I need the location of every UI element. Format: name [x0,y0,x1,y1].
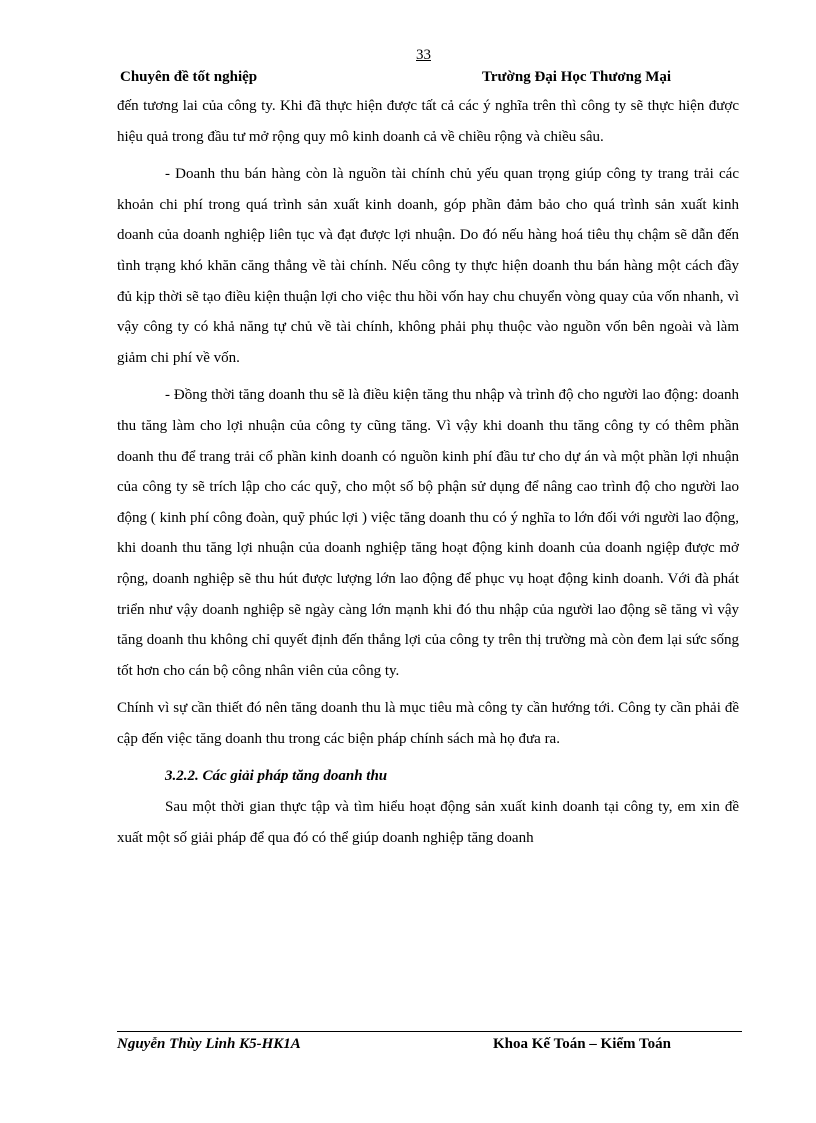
footer-department: Khoa Kế Toán – Kiểm Toán [493,1036,671,1052]
header-university-name: Trường Đại Học Thương Mại [482,69,672,85]
paragraph-continuation: đến tương lai của công ty. Khi đã thực hiện được tất cả các ý nghĩa trên thì công ty sẽ thực hiện được hiệu quả trong đầu tư mở rộng quy mô kinh doanh cả về chiều rộng và chiều sâu. [117,98,739,145]
paragraph-revenue-labor: - Đồng thời tăng doanh thu sẽ là điều kiện tăng thu nhập và trình độ cho người lao động: doanh thu tăng làm cho lợi nhuận của công ty cũng tăng. Vì vậy khi doanh thu tăng công ty có thêm phần doanh thu để trang trải cổ phần kinh doanh có nguồn kinh phí đầu tư cho dự án và một phần lợi nhuận của công ty sẽ trích lập cho các quỹ, cho một số bộ phận sử dụng để nâng cao trình độ cho người lao động ( kinh phí công đoàn, quỹ phúc lợi ) việc tăng doanh thu có ý nghĩa to lớn đối với người lao động, khi doanh thu tăng lợi nhuận của doanh nghiệp tăng hoạt động kinh doanh của doanh ngiệp được mở rộng, doanh nghiệp sẽ thu hút được lượng lớn lao động để phục vụ hoạt động kinh doanh. Với đà phát triển như vậy doanh nghiệp sẽ ngày càng lớn mạnh khi đó thu nhập của người lao động sẽ tăng vì vậy tăng doanh thu không chỉ quyết định đến thắng lợi của công ty trên thị trường mà còn đem lại sức sống tốt hơn cho cán bộ công nhân viên của công ty. [117,387,739,679]
footer-author: Nguyễn Thùy Linh K5-HK1A [117,1036,301,1052]
footer-divider [117,1031,742,1032]
section-heading: 3.2.2. Các giải pháp tăng doanh thu [165,768,388,785]
header-document-title: Chuyên đề tốt nghiệp [120,69,258,85]
paragraph-conclusion: Chính vì sự cần thiết đó nên tăng doanh thu là mục tiêu mà công ty cần hướng tới. Công ty cần phải đề cập đến việc tăng doanh thu trong các biện pháp chính sách mà họ đưa ra. [117,700,739,747]
page-number: 33 [416,47,431,63]
paragraph-revenue-finance: - Doanh thu bán hàng còn là nguồn tài chính chủ yếu quan trọng giúp công ty trang trải các khoản chi phí trong quá trình sản xuất kinh doanh, góp phần đảm bảo cho quá trình sản xuất kinh doanh của doanh nghiệp liên tục và đạt được lợi nhuận. Do đó nếu hàng hoá tiêu thụ chậm sẽ dẫn đến tình trạng khó khăn căng thẳng về tài chính. Nếu công ty thực hiện doanh thu bán hàng một cách đầy đủ kịp thời sẽ tạo điều kiện thuận lợi cho việc thu hồi vốn hay chu chuyển vòng quay của vốn nhanh, vì vậy công ty có khả năng tự chủ về tài chính, không phải phụ thuộc vào nguồn vốn bên ngoài và làm giảm chi phí về vốn. [117,166,739,366]
page-header [120,69,720,93]
body-text [117,91,739,853]
paragraph-solutions-intro: Sau một thời gian thực tập và tìm hiểu hoạt động sản xuất kinh doanh tại công ty, em xin đề xuất một số giải pháp để qua đó có thể giúp doanh nghiệp tăng doanh [117,799,739,846]
page-footer [117,1036,742,1060]
